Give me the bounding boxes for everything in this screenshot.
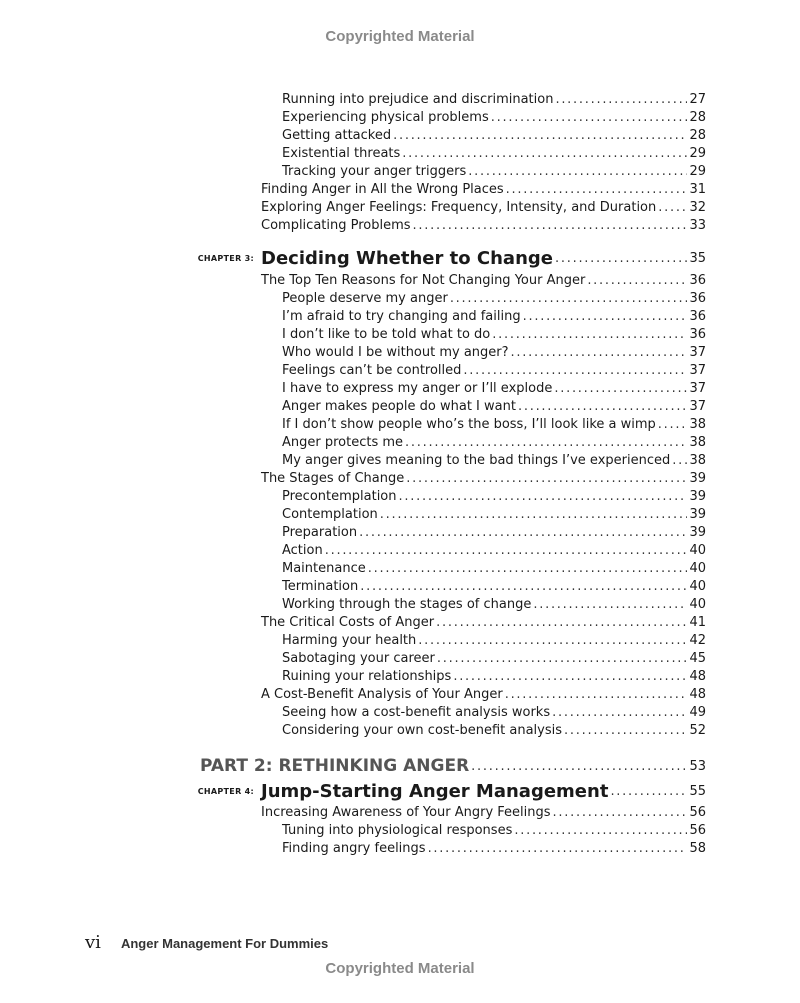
toc-entry-chapter [196,779,706,803]
entry-page-number: 36 [689,326,706,342]
toc-entry-l2 [196,541,706,559]
entry-page-number: 40 [689,596,706,612]
toc-entry-part [196,753,706,779]
entry-page-number: 55 [689,783,706,799]
toc-entry-l2 [196,361,706,379]
entry-page-number: 40 [689,560,706,576]
entry-page-number: 52 [689,722,706,738]
toc-entry-l2 [196,325,706,343]
dot-leader [471,759,687,774]
copyright-watermark-bottom: Copyrighted Material [325,960,475,977]
toc-entry-l2 [196,559,706,577]
entry-title: I’m afraid to try changing and failing [282,308,521,324]
entry-page-number: 40 [689,578,706,594]
dot-leader [325,543,688,558]
dot-leader [610,784,687,799]
toc-entry-chapter [196,245,706,271]
dot-leader [399,489,688,504]
toc-entry-l2 [196,523,706,541]
toc-entry-l2 [196,839,706,857]
dot-leader [463,363,687,378]
toc-entry-l2 [196,577,706,595]
toc-entry-l1 [196,271,706,289]
entry-title: Tracking your anger triggers [282,163,467,179]
dot-leader [492,327,687,342]
entry-title: Ruining your relationships [282,668,452,684]
entry-page-number: 39 [689,506,706,522]
entry-title: A Cost-Benefit Analysis of Your Anger [261,686,503,702]
entry-page-number: 53 [689,758,706,774]
entry-title: Existential threats [282,145,401,161]
entry-title: I don’t like to be told what to do [282,326,491,342]
chapter-label: CHAPTER 4: [197,786,254,796]
dot-leader [436,615,687,630]
entry-page-number: 36 [689,272,706,288]
toc-entry-l2 [196,90,706,108]
entry-page-number: 37 [689,362,706,378]
entry-page-number: 37 [689,380,706,396]
entry-title: Considering your own cost-benefit analysis [282,722,563,738]
toc-entry-l2 [196,631,706,649]
entry-title: Anger makes people do what I want [282,398,516,414]
entry-title: Jump-Starting Anger Management [261,780,609,802]
toc-entry-l2 [196,397,706,415]
entry-title: Deciding Whether to Change [261,247,553,269]
dot-leader [554,381,687,396]
entry-page-number: 29 [689,163,706,179]
entry-page-number: 37 [689,398,706,414]
dot-leader [359,525,687,540]
dot-leader [658,200,687,215]
dot-leader [523,309,688,324]
toc-entry-l2 [196,821,706,839]
entry-title: The Critical Costs of Anger [261,614,435,630]
dot-leader [672,453,687,468]
toc-entry-l2 [196,433,706,451]
dot-leader [506,182,688,197]
dot-leader [406,471,687,486]
entry-title: Running into prejudice and discrimination [282,91,554,107]
entry-title: Seeing how a cost-benefit analysis works [282,704,551,720]
entry-title: Harming your health [282,632,417,648]
toc-entry-l2 [196,667,706,685]
entry-title: People deserve my anger [282,290,448,306]
dot-leader [405,435,687,450]
entry-page-number: 49 [689,704,706,720]
dot-leader [402,146,687,161]
entry-title: Who would I be without my anger? [282,344,509,360]
entry-page-number: 35 [689,250,706,266]
dot-leader [393,128,687,143]
dot-leader [428,841,688,856]
entry-page-number: 38 [689,434,706,450]
copyright-watermark-top: Copyrighted Material [325,28,475,45]
dot-leader [555,92,687,107]
dot-leader [555,251,687,266]
chapter-label: CHAPTER 3: [197,253,254,263]
entry-title: Finding angry feelings [282,840,426,856]
toc-entry-l2 [196,307,706,325]
entry-page-number: 36 [689,308,706,324]
entry-page-number: 28 [689,109,706,125]
entry-page-number: 41 [689,614,706,630]
dot-leader [468,164,687,179]
entry-title: Anger protects me [282,434,404,450]
entry-title: Finding Anger in All the Wrong Places [261,181,504,197]
entry-title: The Stages of Change [261,470,405,486]
entry-page-number: 56 [689,822,706,838]
entry-page-number: 33 [689,217,706,233]
entry-title: Contemplation [282,506,378,522]
entry-page-number: 27 [689,91,706,107]
dot-leader [453,669,687,684]
dot-leader [450,291,688,306]
toc-entry-l1 [196,803,706,821]
page-number: vi [85,932,101,953]
toc-entry-l2 [196,415,706,433]
dot-leader [505,687,688,702]
dot-leader [587,273,687,288]
entry-title: Maintenance [282,560,366,576]
table-of-contents [196,90,706,857]
toc-entry-l2 [196,289,706,307]
dot-leader [518,399,687,414]
entry-page-number: 45 [689,650,706,666]
dot-leader [658,417,688,432]
toc-entry-l2 [196,144,706,162]
entry-page-number: 37 [689,344,706,360]
toc-entry-l2 [196,487,706,505]
dot-leader [413,218,688,233]
dot-leader [368,561,688,576]
toc-entry-l1 [196,216,706,234]
entry-page-number: 48 [689,686,706,702]
entry-page-number: 38 [689,416,706,432]
toc-entry-l2 [196,595,706,613]
toc-entry-l2 [196,703,706,721]
running-title: Anger Management For Dummies [120,936,329,951]
entry-page-number: 39 [689,524,706,540]
entry-title: Exploring Anger Feelings: Frequency, Intensity, and Duration [261,199,657,215]
entry-page-number: 29 [689,145,706,161]
entry-page-number: 58 [689,840,706,856]
toc-entry-l2 [196,126,706,144]
entry-title: Preparation [282,524,358,540]
entry-title: Experiencing physical problems [282,109,489,125]
entry-page-number: 36 [689,290,706,306]
toc-entry-l1 [196,198,706,216]
dot-leader [380,507,688,522]
page-footer [85,932,328,953]
toc-entry-l1 [196,613,706,631]
entry-page-number: 42 [689,632,706,648]
entry-title: Action [282,542,323,558]
toc-entry-l2 [196,451,706,469]
dot-leader [360,579,687,594]
toc-entry-l2 [196,108,706,126]
toc-entry-l2 [196,162,706,180]
toc-entry-l2 [196,649,706,667]
toc-entry-l1 [196,469,706,487]
entry-title: If I don’t show people who’s the boss, I’ll look like a wimp [282,416,656,432]
entry-page-number: 28 [689,127,706,143]
entry-title: Working through the stages of change [282,596,532,612]
toc-entry-l2 [196,505,706,523]
entry-title: The Top Ten Reasons for Not Changing Your Anger [261,272,586,288]
entry-page-number: 39 [689,470,706,486]
entry-page-number: 40 [689,542,706,558]
toc-entry-l2 [196,343,706,361]
dot-leader [533,597,687,612]
entry-title: I have to express my anger or I’ll explode [282,380,553,396]
entry-page-number: 56 [689,804,706,820]
entry-page-number: 39 [689,488,706,504]
toc-entry-l1 [196,685,706,703]
dot-leader [552,705,687,720]
toc-entry-l2 [196,721,706,739]
dot-leader [514,823,687,838]
entry-page-number: 38 [689,452,706,468]
entry-title: My anger gives meaning to the bad things I’ve experienced [282,452,671,468]
entry-title: Increasing Awareness of Your Angry Feelings [261,804,551,820]
dot-leader [418,633,687,648]
entry-page-number: 31 [689,181,706,197]
toc-entry-l1 [196,180,706,198]
entry-page-number: 32 [689,199,706,215]
toc-entry-l2 [196,379,706,397]
dot-leader [491,110,688,125]
entry-title: Tuning into physiological responses [282,822,513,838]
dot-leader [553,805,688,820]
entry-title: Complicating Problems [261,217,411,233]
entry-title: Termination [282,578,359,594]
dot-leader [437,651,688,666]
entry-title: Sabotaging your career [282,650,435,666]
dot-leader [511,345,688,360]
dot-leader [564,723,687,738]
entry-title: Precontemplation [282,488,397,504]
entry-title: PART 2: RETHINKING ANGER [200,756,470,776]
entry-title: Feelings can’t be controlled [282,362,462,378]
entry-title: Getting attacked [282,127,392,143]
entry-page-number: 48 [689,668,706,684]
